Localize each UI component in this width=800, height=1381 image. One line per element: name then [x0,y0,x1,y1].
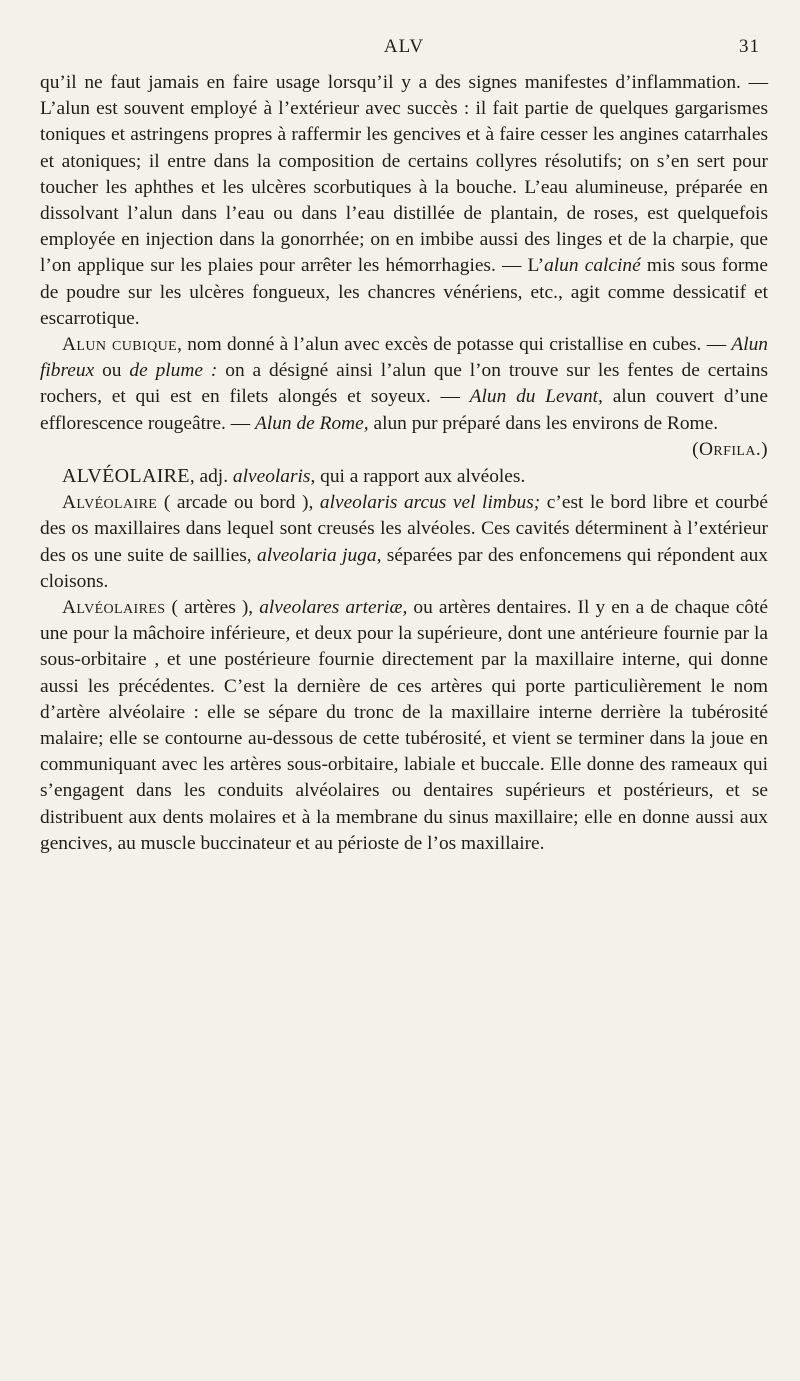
text-run: ou artères dentaires. Il y en a de chaque côté une pour la mâchoire inférieure, et deux pour la supérieure, dont une antérieure fournie par la sous-orbitaire , et une postérieure fournie directement par la maxillaire interne, qui donne aussi les précédentes. C’est la dernière de ces artères qui porte particulièrement le nom d’artère alvéolaire : elle se sépare du tronc de la maxillaire interne derrière la tubérosité malaire; elle se contourne au-dessous de cette tubérosité, et vient se terminer dans la joue en communiquant avec les artères sous-orbitaire, labiale et buccale. Elle donne des rameaux qui s’engagent dans les conduits alvéolaires ou dentaires supérieurs et postérieurs, et se distribuent aux dents molaires et à la membrane du sinus maxillaire; elle en donne aussi aux gencives, au muscle buccinateur et au périoste de l’os maxillaire. [40,597,768,854]
page-header [40,36,768,70]
entry-term: Alvéolaires [62,597,166,619]
italic-term: Alun de Rome, [254,412,369,434]
text-run: on a désigné ainsi l’alun que l’on trouve sur les fentes de certains rochers, et qui est en filets alongés et soyeux. — [40,360,768,408]
entry-alveolaire-adj [40,463,768,490]
entry-alveolaire-arcade [40,490,768,595]
entry-alveolaires-arteres [40,595,768,857]
text-run: , adj. [189,466,233,488]
latin-term: alveolares arteriæ, [259,597,408,619]
entry-term: Alvéolaire [62,492,158,514]
paragraph-alun-usage [40,70,768,332]
text-run: ( artères ), [165,597,260,619]
italic-term: de plume : [129,360,218,382]
italic-term: Alun du Levant, [469,386,603,408]
body-text [40,70,768,857]
italic-term: Alun fibreux [40,334,768,382]
text-run: ( arcade ou bord ), [157,492,320,514]
entry-headword: ALVÉOLAIRE [62,465,190,488]
text-run: alun couvert d’une efflorescence rougeâtre. — [40,386,768,434]
text-run: ou [94,360,130,382]
text-run: , qui a rapport aux alvéoles. [310,466,526,488]
entry-alun-cubique [40,332,768,463]
text-run: alun pur préparé dans les environs de Rome. [368,412,719,434]
text-run: qu’il ne faut jamais en faire usage lorsqu’il y a des signes manifestes d’inflammation. — L’alun est souvent employé à l’extérieur avec succès : il fait partie de quelques gargarismes toniques et astringens propres à raffermir les gencives et à faire cesser les angines catarrhales et atoniques; il entre dans la composition de certains collyres résolutifs; on s’en sert pour toucher les aphthes et les ulcères scorbutiques à la bouche. L’eau alumineuse, préparée en dissolvant l’alun dans l’eau ou dans l’eau distillée de plantain, de roses, est quelquefois employée en injection dans la gonorrhée; on en imbibe aussi des linges et de la charpie, que l’on applique sur les plaies pour arrêter les hémorrhagies. — L’ [40,72,768,277]
entry-term: Alun cubique [62,334,178,356]
italic-term: alun calciné [544,255,641,277]
text-run: c’est le bord libre et courbé des os maxillaires dans lequel sont creusés les alvéoles. Ces cavités déterminent à l’extérieur des os une suite de saillies, [40,492,768,566]
text-run: séparées par des enfoncemens qui répondent aux cloisons. [40,544,768,592]
latin-term: alveolaris arcus vel limbus; [319,492,541,514]
running-head: ALV [383,36,425,57]
text-run: , nom donné à l’alun avec excès de potasse qui cristallise en cubes. — [177,334,732,356]
author-signature: (Orfila.) [692,438,768,460]
latin-term: alveolaria juga, [257,544,382,566]
latin-term: alveolaris [232,466,311,488]
page-number: 31 [739,36,760,57]
text-run: mis sous forme de poudre sur les ulcères fongueux, les chancres vénériens, etc., agit comme dessicatif et escarrotique. [40,255,768,329]
